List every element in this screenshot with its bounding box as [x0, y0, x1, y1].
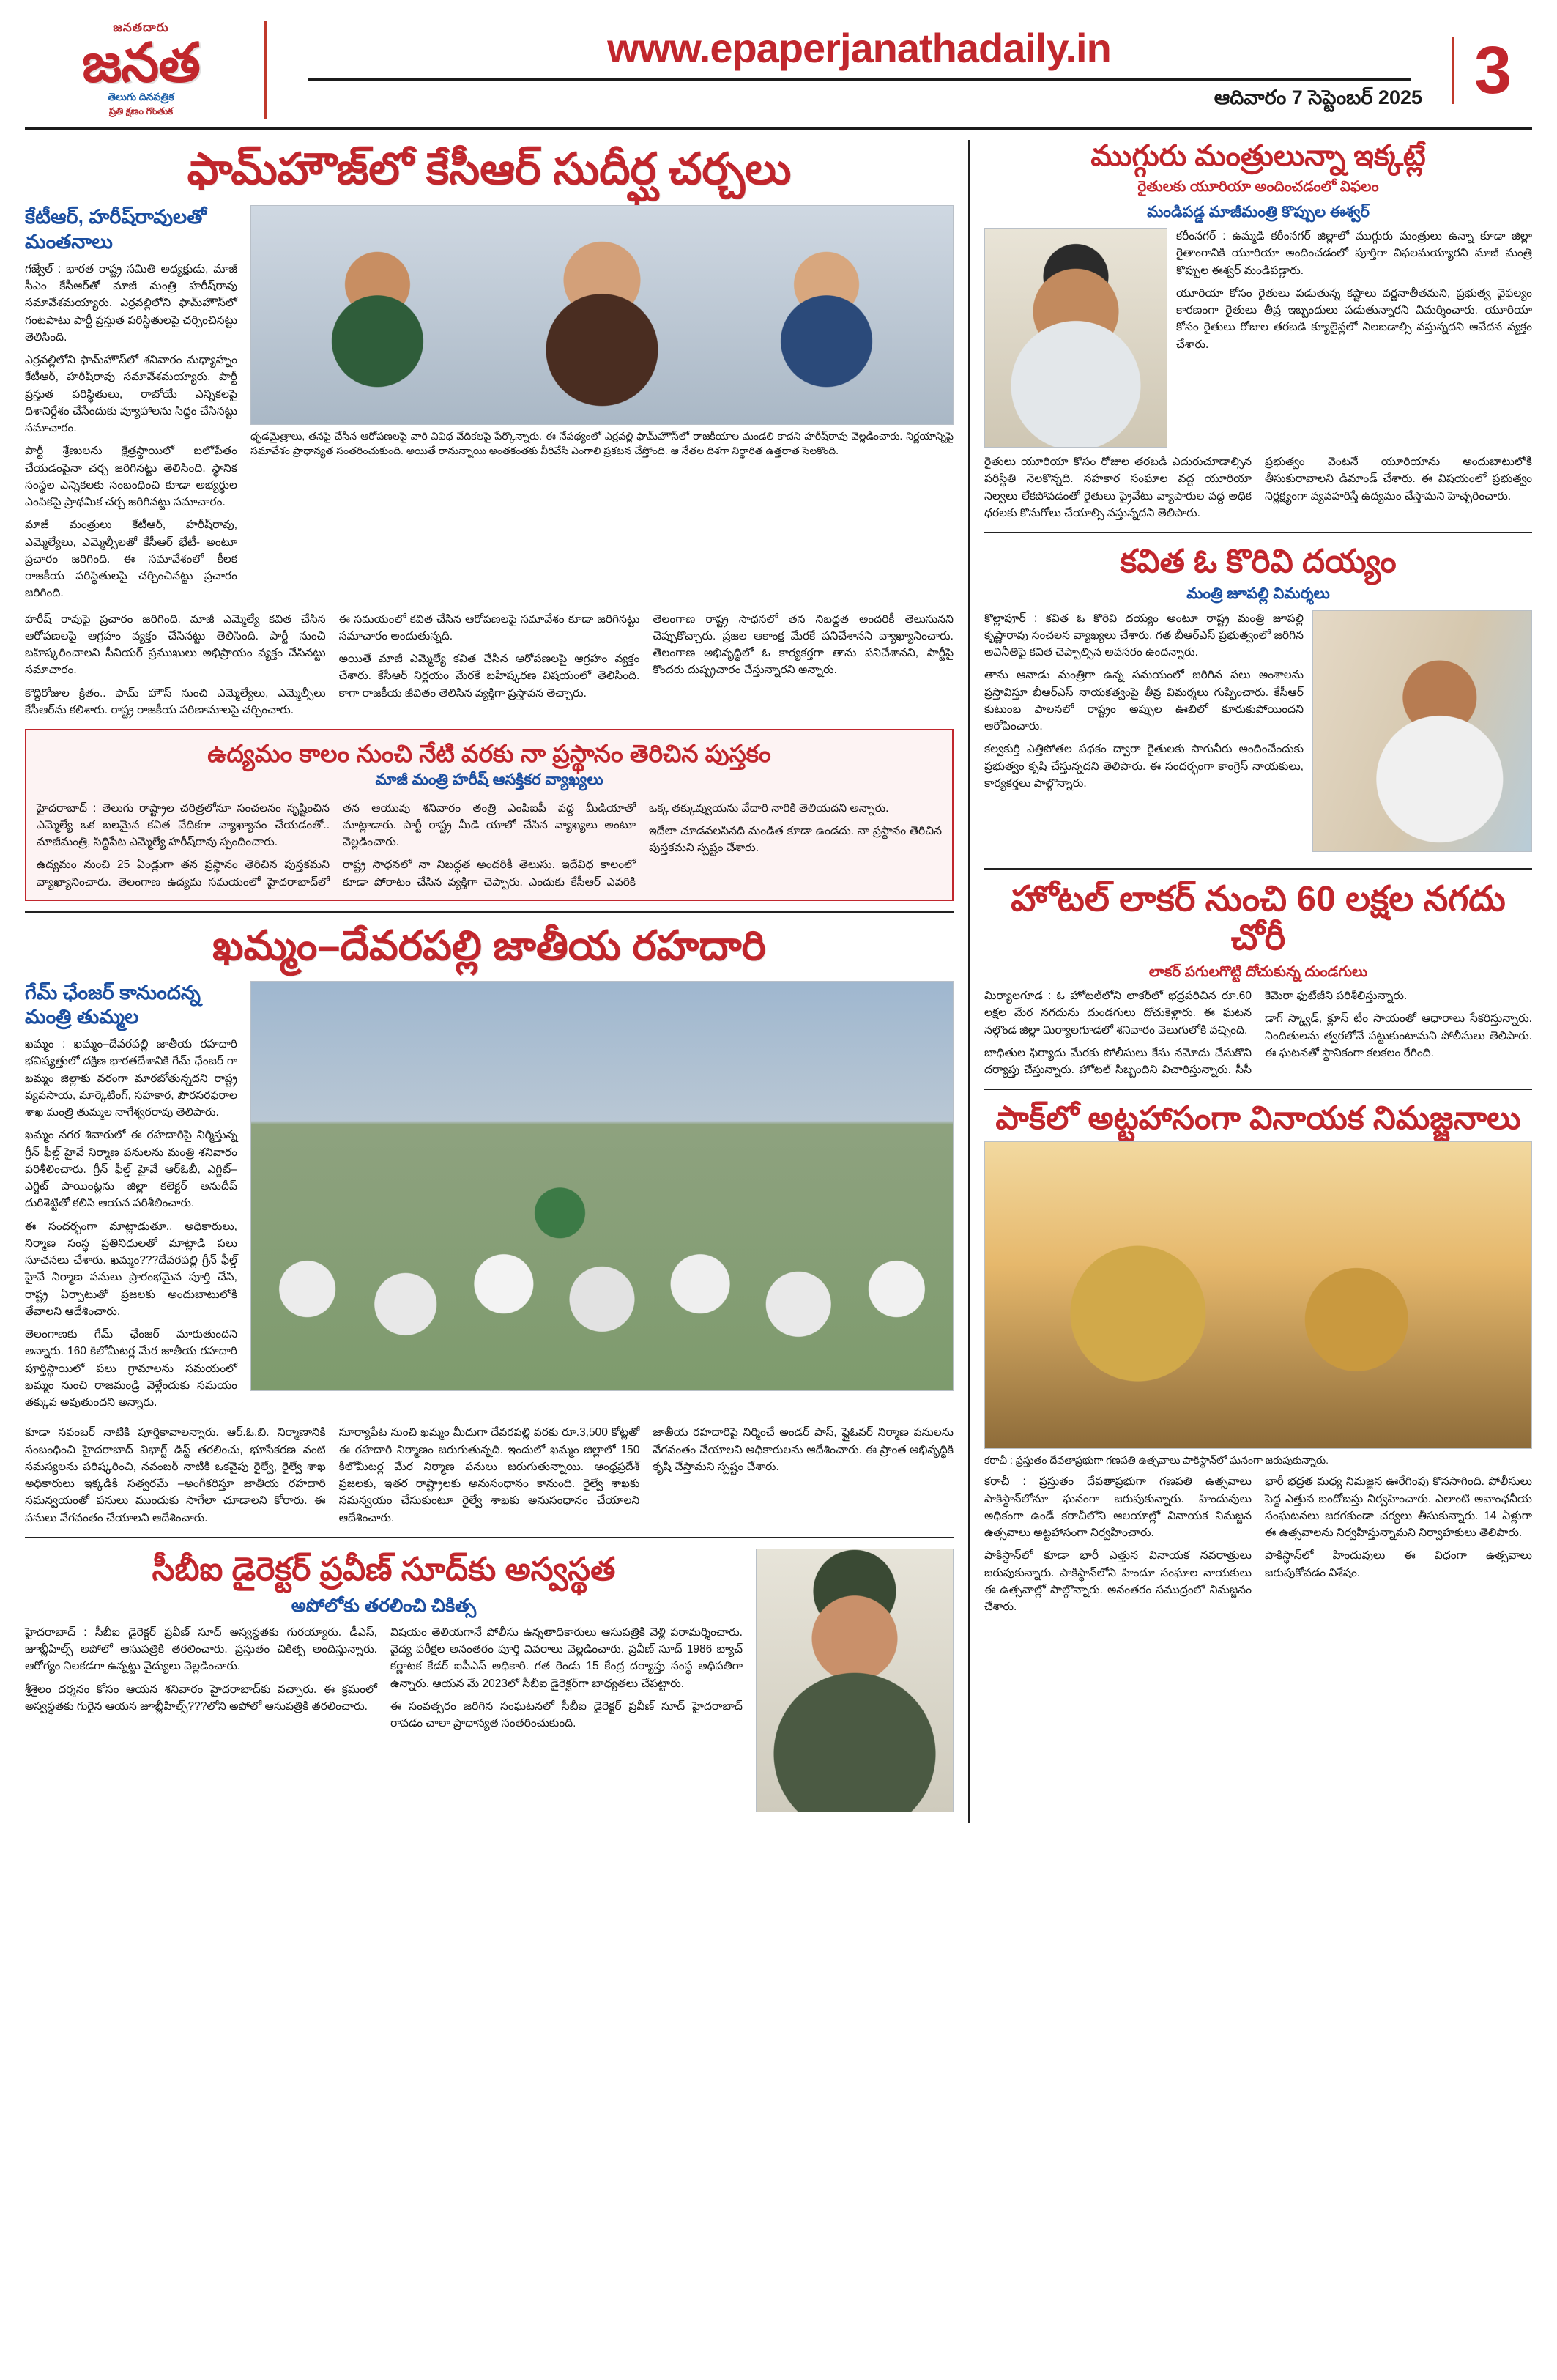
cbi-para-1: హైదరాబాద్ : సీబీఐ డైరెక్టర్ ప్రవీణ్ సూద్ అస్వస్థతకు గురయ్యారు. డీఎస్, జూబ్లీహిల్స్ అపోలో ఆసుపత్రికి తరలించారు. ప్రస్తుతం చికిత్స అందిస్తున్నారు. ఆరోగ్యం నిలకడగా ఉన్నట్టు వైద్యులు వెల్లడించారు.: [25, 1625, 377, 1673]
logo-top-text: జనతదారు: [113, 21, 169, 34]
highway-headline: ఖమ్మం–దేవరపల్లి జాతీయ రహదారి: [212, 922, 766, 968]
kavitha-photo-jupally: [1312, 610, 1532, 852]
hotel-theft-body: [984, 987, 1532, 1078]
highway-para-4: తెలంగాణకు గేమ్ ఛేంజర్ మారుతుందని అన్నారు. 160 కిలోమీటర్ల మేర జాతీయ రహదారి పూర్తిస్థాయిలో పలు గ్రామాలను సమయంలో ఖమ్మం నుంచి రాజమండ్రి వెళ్లేందుకు సమయం తక్కువ అవుతుందని అన్నారు.: [25, 1328, 237, 1409]
lead-para-2: ఎర్రవల్లిలోని ఫామ్‌హౌస్‌లో శనివారం మధ్యాహ్నం కేటీఆర్, హరీష్‌రావు సమావేశమయ్యారు. పార్టీ ప్రస్తుత పరిస్థితులు, రాబోయే ఎన్నికలపై దిశానిర్దేశం చేసేందుకు వ్యూహాలను సిద్ధం చేసినట్టు సమాచారం.: [25, 354, 237, 435]
website-url[interactable]: www.epaperjanathadaily.in: [607, 25, 1111, 72]
ganesh-photo-caption: కరాచీ : ప్రస్తుతం దేవతాప్రభుగా గణపతి ఉత్సవాలు పాకిస్థాన్‌లో ఘనంగా జరుపుకున్నారు.: [984, 1453, 1329, 1466]
publication-date: ఆదివారం 7 సెప్టెంబర్ 2025: [1214, 86, 1422, 108]
ministers-story: [984, 140, 1532, 522]
kavitha-photo-wrap: [1312, 610, 1532, 852]
cbi-text-wrap: [25, 1549, 743, 1812]
newspaper-logo: [25, 21, 267, 119]
book-box-body: [37, 800, 942, 891]
right-divider-3: [984, 1089, 1532, 1090]
cbi-body-columns: [25, 1624, 743, 1732]
book-para-2: ఉద్యమం నుంచి 25 ఏండ్లుగా తన ప్రస్థానం తెరిచిన పుస్తకమని వ్యాఖ్యానించారు. తెలంగాణ ఉద్యమ సమయంలో హైదరాబాద్‌లో తన ఆయువు శనివారం తంత్రి ఎంపిఐపీ వద్ద మీడియాతో మాట్లాడారు. పార్టీ రాష్ట్ర మీడి యాలో చేసిన వ్యాఖ్యలు అంటూ వెల్లడించారు.: [37, 801, 636, 889]
book-para-1: హైదరాబాద్ : తెలుగు రాష్ట్రాల చరిత్రలోనూ సంచలనం సృష్టించిన ఎమ్మెల్యే ఒక బలమైన కవిత వేదికగా వ్యాఖ్యానం చేయడంతో.. మాజీమంత్రి, సిద్ధిపేట ఎమ్మెల్యే హరీష్‌రావు స్పందించారు.: [37, 801, 330, 849]
cbi-para-2: శ్రీశైలం దర్శనం కోసం ఆయన శనివారం హైదరాబాద్‌కు వచ్చారు. ఈ క్రమంలో అస్వస్థతకు గురైన ఆయన జూబ్లీహిల్స్???లోని అపోలో ఆసుపత్రికి తరలించారు.: [25, 1683, 377, 1713]
ganesh-para-4: పాకిస్థాన్‌లో హిందువులు ఈ విధంగా ఉత్సవాలు జరుపుకోవడం విశేషం.: [1265, 1549, 1532, 1579]
left-column: [25, 140, 970, 1823]
cbi-para-4: ఈ సంవత్సరం జరిగిన సంఘటనలో సీబీఐ డైరెక్టర్ ప్రవీణ్ సూద్ హైదరాబాద్ రావడం చాలా ప్రాధాన్యత సంతరించుకుంది.: [390, 1699, 743, 1730]
ganesh-para-3: భారీ భద్రత మధ్య నిమజ్జన ఊరేగింపు కొనసాగింది. పోలీసులు పెద్ద ఎత్తున బందోబస్తు నిర్వహించారు. ఎలాంటి అవాంఛనీయ సంఘటనలు జరగకుండా చర్యలు తీసుకున్నారు. 14 ఏళ్లుగా ఈ ఉత్సవాలను నిర్వహిస్తున్నామని నిర్వాహకులు తెలిపారు.: [1265, 1475, 1532, 1540]
right-divider-1: [984, 532, 1532, 533]
book-box-headline: ఉద్యమం కాలం నుంచి నేటి వరకు నా ప్రస్థానం తెరిచిన పుస్తకం: [207, 740, 771, 768]
ministers-subhead-red: రైతులకు యూరియా అందించడంలో విఫలం: [1137, 178, 1379, 195]
page-number: 3: [1452, 37, 1532, 104]
lead-photo-three-leaders: [250, 205, 954, 425]
lead-para-5: హరీష్ రావుపై ప్రచారం జరిగింది. మాజీ ఎమ్మెల్యే కవిత చేసిన ఆరోపణలపై ఆగ్రహం వ్యక్తం చేసినట్టు తెలిసింది. పార్టీ నుంచి బహిష్కరించాలని సీనియర్ ప్రముఖులు అభిప్రాయం వ్యక్తం చేసినట్టు సమాచారం.: [25, 612, 326, 677]
right-column: [970, 140, 1532, 1823]
ministers-photo-wrap: [984, 228, 1167, 448]
ministers-para-4: ప్రభుత్వం వెంటనే యూరియాను అందుబాటులోకి తీసుకురావాలని డిమాండ్ చేశారు. ఈ విషయంలో ప్రభుత్వం నిర్లక్ష్యంగా వ్యవహరిస్తే ఉద్యమం చేస్తామని హెచ్చరించారు.: [1265, 456, 1532, 503]
masthead: [25, 21, 1532, 130]
cbi-para-3: విషయం తెలియగానే పోలీసు ఉన్నతాధికారులు ఆసుపత్రికి వెళ్లి పరామర్శించారు. వైద్య పరీక్షల అనంతరం పూర్తి వివరాలు వెల్లడించారు. ప్రవీణ్ సూద్ 1986 బ్యాచ్ కర్ణాటక కేడర్ ఐపీఎస్ అధికారి. గత రెండు 15 కేంద్ర దర్యాప్తు సంస్థ అధిపతిగా ఉన్నారు. ఆయన మే 2023లో సీబీఐ డైరెక్టర్‌గా బాధ్యతలు చేపట్టారు.: [390, 1625, 743, 1690]
ministers-para-1: కరీంనగర్ : ఉమ్మడి కరీంనగర్ జిల్లాలో ముగ్గురు మంత్రులు ఉన్నా కూడా జిల్లా రైతాంగానికి యూరియా అందించడంలో పూర్తిగా విఫలమయ్యారని మాజీ మంత్రి కొప్పుల ఈశ్వర్ మండిపడ్డారు.: [1176, 230, 1532, 277]
lead-body-columns: [25, 611, 954, 719]
ganesh-para-2: పాకిస్థాన్‌లో కూడా భారీ ఎత్తున వినాయక నవరాత్రులు జరుపుకున్నారు. పాకిస్థాన్‌లోని హిందూ సంఘాల నాయకులు ఈ ఉత్సవాల్లో పాల్గొన్నారు. అనంతరం సముద్రంలో నిమజ్జనం చేశారు.: [984, 1549, 1252, 1614]
lead-kicker: కేటీఆర్, హరీష్‌రావులతో మంతనాలు: [25, 206, 207, 253]
kavitha-subhead: మంత్రి జూపల్లి విమర్శలు: [1186, 585, 1330, 603]
hotel-theft-para-1: మిర్యాలగూడ : ఓ హోటల్‌లోని లాకర్‌లో భద్రపరిచిన రూ.60 లక్షల మేర నగదును దుండగులు దోచుకెళ్లారు. ఈ ఘటన నల్గొండ జిల్లా మిర్యాలగూడలో శనివారం వెలుగులోకి వచ్చింది.: [984, 990, 1252, 1037]
section-divider-2: [25, 1537, 954, 1538]
section-divider-1: [25, 911, 954, 913]
highway-text-col-1: [25, 981, 237, 1417]
ministers-headline: ముగ్గురు మంత్రులున్నా ఇక్కట్లే: [1090, 140, 1426, 173]
ministers-para-3: రైతులు యూరియా కోసం రోజుల తరబడి ఎదురుచూడాల్సిన పరిస్థితి నెలకొన్నది. సహకార సంఘాల వద్ద యూరియా నిల్వలు లేకపోవడంతో రైతులు ప్రైవేటు వ్యాపారుల వద్ద అధిక ధరలకు కొనుగోలు చేయాల్సి వస్తున్నదని తెలిపారు.: [984, 456, 1252, 519]
lead-photo-caption: ధృడమైత్రాలు, తనపై చేసిన ఆరోపణలపై వారి వివిధ వేదికలపై పేర్కొన్నారు. ఈ నేపథ్యంలో ఎర్రవల్లి ఫామ్‌హౌస్‌లో రాజకీయాల మండలి కాదని హరీష్‌రావు వెల్లడించారు. నిర్ణయాన్నిపై సమావేశం ప్రాధాన్యత సంతరించుకుంది. అయితే రానున్నాయి అంతకంతకు వీరివేసి ఎంగాలి ప్రకటన చేస్తోంది. ఆ నేతల దిశగా నిర్ధారిత ఉత్తరాత సెలకొంది.: [250, 430, 954, 456]
hotel-theft-headline: హోటల్ లాకర్ నుంచి 60 లక్షల నగదు చోరీ: [1011, 879, 1506, 958]
lead-para-1: గజ్వేల్ : భారత రాష్ట్ర సమితి అధ్యక్షుడు, మాజీ సీఎం కేసీఆర్‌తో మాజీ మంత్రి హరీష్‌రావు సమావేశమయ్యారు. ఎర్రవల్లిలోని ఫామ్‌హౌస్‌లో గంటపాటు పార్టీ ప్రస్తుత పరిస్థితులపై చర్చించినట్టు తెలిసింది.: [25, 262, 237, 344]
ganesh-photo-immersion: [984, 1141, 1532, 1449]
cbi-photo-wrap: [756, 1549, 954, 1812]
highway-body-columns: [25, 1424, 954, 1527]
lead-para-8: అయితే మాజీ ఎమ్మెల్యే కవిత చేసిన ఆరోపణలపై ఆగ్రహం వ్యక్తం చేశారు. కేసీఆర్ నిర్ణయం మేరకే బహిష్కరణ విషయంలో తెలిసింది. కాగా రాజకీయ జీవితం తెలిసిన వ్యక్తిగా ప్రస్తావన తెచ్చారు.: [338, 653, 640, 700]
kavitha-para-3: కల్వకుర్తి ఎత్తిపోతల పథకం ద్వారా రైతులకు సాగునీరు అందించేందుకు ప్రభుత్వం కృషి చేస్తున్నదని తెలిపారు. ఈ సందర్భంగా కాంగ్రెస్ నాయకులు, కార్యకర్తలు పాల్గొన్నారు.: [984, 743, 1304, 790]
kavitha-para-1: కొల్లాపూర్ : కవిత ఓ కొరివి దయ్యం అంటూ రాష్ట్ర మంత్రి జూపల్లి కృష్ణారావు సంచలన వ్యాఖ్యలు చేశారు. గత బీఆర్ఎస్ ప్రభుత్వంలో జరిగిన అవినీతిపై కవిత చెప్పాల్సిన అవసరం ఉందన్నారు.: [984, 612, 1304, 659]
lead-headline: ఫామ్‌హౌజ్‌లో కేసీఆర్ సుదీర్ఘ చర్చలు: [187, 144, 792, 194]
ministers-body-columns: [984, 453, 1532, 522]
hotel-theft-para-2: బాధితుల ఫిర్యాదు మేరకు పోలీసులు కేసు నమోదు చేసుకొని దర్యాప్తు చేస్తున్నారు. హోటల్ సిబ్బందిని విచారిస్తున్నారు. సీసీ కెమెరా ఫుటేజీని పరిశీలిస్తున్నారు.: [984, 990, 1408, 1077]
cbi-photo-officer: [756, 1549, 954, 1812]
lead-text-col-1: [25, 205, 237, 607]
highway-para-5: సూర్యాపేట నుంచి ఖమ్మం మీదుగా దేవరపల్లి వరకు రూ.3,500 కోట్లతో ఈ రహదారి నిర్మాణం జరుగుతున్నది. ఇందులో ఖమ్మం జిల్లాలో 150 కిలోమీటర్ల మేర నిర్మాణ పనులు జరుగుతున్నాయి. ఆంధ్రప్రదేశ్ ప్రజలకు, ఇతర రాష్ట్రాలకు అనుసంధానం కానుంది. రైల్వే శాఖకు సమన్వయం చేసుకుంటూ రైల్వే శాఖకు అనుసంధానం చేయాలని ఆదేశించారు.: [338, 1426, 640, 1524]
highway-para-6: జాతీయ రహదారిపై నిర్మించే అండర్ పాస్, ఫ్లైఓవర్ నిర్మాణ పనులను వేగవంతం చేయాలని అధికారులను ఆదేశించారు. ఈ ప్రాంత అభివృద్ధికి కృషి చేస్తామని స్పష్టం చేశారు.: [653, 1426, 954, 1473]
kavitha-headline: కవిత ఓ కొరివి దయ్యం: [1120, 544, 1397, 580]
book-para-4: ఇదేలా చూడవలసినది మండిత కూడా ఉండదు. నా ప్రస్థానం తెరిచిన పుస్తకమని స్పష్టం చేశారు.: [649, 824, 942, 855]
masthead-center: [267, 26, 1452, 114]
page-columns: [25, 140, 1532, 1823]
logo-tagline: తెలుగు దినపత్రిక: [108, 91, 174, 103]
ganesh-pakistan-story: [984, 1100, 1532, 1615]
highway-para-3: ఈ సందర్భంగా మాట్లాడుతూ.. అధికారులు, నిర్మాణ సంస్థ ప్రతినిధులతో మాట్లాడి పలు సూచనలు చేశారు. ఖమ్మం???దేవరపల్లి గ్రీన్ ఫీల్డ్ హైవే నిర్మాణ పనులు ప్రారంభమైన పూర్తి చేసి, రాష్ట్ర ఏర్పాటుతో ప్రజలకు అందుబాటులోకి తేవాలని ఆదేశించారు.: [25, 1220, 237, 1318]
hotel-theft-subhead: లాకర్ పగులగొట్టి దోచుకున్న దుండగులు: [1148, 964, 1368, 981]
lead-para-4: మాజీ మంత్రులు కేటీఆర్, హరీష్‌రావు, ఎమ్మెల్యేలు, ఎమ్మెల్సీలతో కేసీఆర్ భేటీ- అంటూ ప్రచారం జరిగింది. ఈ సమావేశంలో కీలక రాజకీయ పరిస్థితులపై చర్చించినట్టు ప్రచారం జరిగింది.: [25, 519, 237, 600]
lead-para-3: పార్టీ శ్రేణులను క్షేత్రస్థాయిలో బలోపేతం చేయడంపైనా చర్చ జరిగినట్టు తెలిసింది. స్థానిక సంస్థల ఎన్నికలకు సంబంధించి కూడా అభ్యర్థుల ఎంపికపై ప్రాథమిక చర్చ జరిగినట్టు సమాచారం.: [25, 445, 237, 509]
lead-para-9: తెలంగాణ రాష్ట్ర సాధనలో తన నిబద్ధత అందరికీ తెలుసునని చెప్పుకొచ్చారు. ప్రజల ఆకాంక్ష మేరకే పనిచేశానని వ్యాఖ్యానించారు. తెలంగాణ అభివృద్ధిలో ఓ కార్యకర్తగా తాను పనిచేశానని, పార్టీపై కొందరు దుష్ప్రచారం చేస్తున్నారని అన్నారు.: [653, 612, 954, 677]
ministers-photo-koppula: [984, 228, 1167, 448]
highway-photo-wrap: [250, 981, 954, 1417]
book-box-story: [25, 729, 954, 901]
kavitha-story: [984, 544, 1532, 858]
ministers-subhead-blue: మండిపడ్డ మాజీమంత్రి కొప్పుల ఈశ్వర్: [1147, 203, 1370, 220]
logo-tagline-2: ప్రతి క్షణం గొంతుక: [108, 105, 174, 117]
book-box-subhead: మాజీ మంత్రి హరీష్ ఆసక్తికర వ్యాఖ్యలు: [375, 771, 603, 788]
hotel-theft-para-3: డాగ్ స్క్వాడ్, క్లూస్ టీం సాయంతో ఆధారాలు సేకరిస్తున్నారు. నిందితులను త్వరలోనే పట్టుకుంటామని పోలీసులు తెలిపారు. ఈ ఘటనతో స్థానికంగా కలకలం రేగింది.: [1265, 1012, 1532, 1059]
hotel-theft-story: [984, 880, 1532, 1079]
highway-para-2: ఖమ్మం నగర శివారులో ఈ రహదారిపై నిర్మిస్తున్న గ్రీన్ ఫీల్డ్ హైవే నిర్మాణ పనులను మంత్రి శనివారం పరిశీలించారు. గ్రీన్ ఫీల్డ్ హైవే ఆర్‌ఓబీ, ఎగ్జిట్– ఎగ్జిట్ పాయింట్లను జిల్లా కలెక్టర్ అనుదీప్ దురిశెట్టితో కలిసి ఆయన పరిశీలించారు.: [25, 1129, 237, 1210]
logo-main-text: జనత: [82, 32, 200, 93]
cbi-subhead: అపోలోకు తరలించి చికిత్స: [291, 1595, 477, 1617]
cbi-headline: సీబీఐ డైరెక్టర్ ప్రవీణ్ సూద్‌కు అస్వస్థత: [152, 1551, 616, 1587]
lead-para-7: ఈ సమయంలో కవిత చేసిన ఆరోపణలపై సమావేశం కూడా జరిగినట్టు సమాచారం అందుతున్నది.: [338, 612, 640, 642]
ganesh-para-1: కరాచీ : ప్రస్తుతం దేవతాప్రభుగా గణపతి ఉత్సవాలు పాకిస్థాన్‌లోనూ ఘనంగా జరుపుకున్నారు. హిందువులు అధికంగా ఉండే కరాచీలోని ఆలయాల్లో వినాయక నిమజ్జన ఉత్సవాలు అట్టహాసంగా నిర్వహించారు.: [984, 1475, 1252, 1540]
lead-para-6: కొద్దిరోజుల క్రితం.. ఫామ్ హౌస్ నుంచి ఎమ్మెల్యేలు, ఎమ్మెల్సీలు కేసీఆర్‌ను కలిశారు. రాష్ట్ర రాజకీయ పరిణామాలపై చర్చించారు.: [25, 686, 326, 716]
ministers-para-2: యూరియా కోసం రైతులు పడుతున్న కష్టాలు వర్ణనాతీతమని, ప్రభుత్వ వైఫల్యం కారణంగా రైతులు తీవ్ర ఇబ్బందులు పడుతున్నారని విమర్శించారు. యూరియా కోసం రైతులు రోజుల తరబడి క్యూలైన్లలో నిలబడాల్సి వస్తున్నదని ఆవేదన వ్యక్తం చేశారు.: [1176, 286, 1532, 351]
lead-story: [25, 144, 954, 719]
highway-story: [25, 923, 954, 1527]
right-divider-2: [984, 868, 1532, 870]
highway-para-1: ఖమ్మం : ఖమ్మం–దేవరపల్లి జాతీయ రహదారి భవిష్యత్తులో దక్షిణ భారతదేశానికి గేమ్ ఛేంజర్ గా ఖమ్మం జిల్లాకు వరంగా మారబోతున్నదని రాష్ట్ర వ్యవసాయ, మార్కెటింగ్, సహకార, పౌరసరఫరాల శాఖ మంత్రి తుమ్మల నాగేశ్వరరావు తెలిపారు.: [25, 1038, 237, 1119]
kavitha-para-2: తాను ఆనాడు మంత్రిగా ఉన్న సమయంలో జరిగిన పలు అంశాలను ప్రస్తావిస్తూ బీఆర్ఎస్ నాయకత్వంపై తీవ్ర విమర్శలు గుప్పించారు. కేసీఆర్ కుటుంబ పాలనలో రాష్ట్రం అప్పుల ఊబిలో కూరుకుపోయిందని ఆరోపించారు.: [984, 669, 1304, 733]
highway-caption: కూడా నవంబర్ నాటికి పూర్తికావాలన్నారు. ఆర్.ఓ.బి. నిర్మాణానికి సంబంధించి హైదరాబాద్ విభాగ్ట్ డిస్ట్ తరలించు, భూసేకరణ వంటి సమస్యలను పరిష్కరించి, నవంబర్ నాటికి ఒకవైపు రైల్వే, రైల్వే శాఖ అధికారులు ఇక్కడికి సత్వరమే –అంగీకరిస్తూ జాతీయ రహదారి సమన్వయంతో పనులు ముందుకు సాగేలా చూడాలని కోరారు. ఈ పనులు వేగవంతం చేయాలని ఆదేశించారు.: [25, 1426, 326, 1524]
book-para-3: రాష్ట్ర సాధనలో నా నిబద్ధత అందరికీ తెలుసు. ఇదేవిధ కాలంలో కూడా పోరాటం చేసిన వ్యక్తిగా చెప్పారు. ఎందుకు కేసీఆర్ ఎవరికి ఒక్క తక్కువ్వుయను వేదారి నారికి తెలియదని అన్నారు.: [343, 801, 889, 889]
highway-kicker: గేమ్ ఛేంజర్ కానుందన్న మంత్రి తుమ్మల: [25, 981, 201, 1028]
cbi-story: [25, 1549, 954, 1812]
masthead-divider: [308, 78, 1411, 81]
ganesh-headline: పాక్‌లో అట్టహాసంగా వినాయక నిమజ్జనాలు: [995, 1100, 1521, 1137]
highway-photo-inspection: [250, 981, 954, 1391]
ganesh-body-columns: [984, 1473, 1532, 1615]
lead-photo-wrap: [250, 205, 954, 607]
